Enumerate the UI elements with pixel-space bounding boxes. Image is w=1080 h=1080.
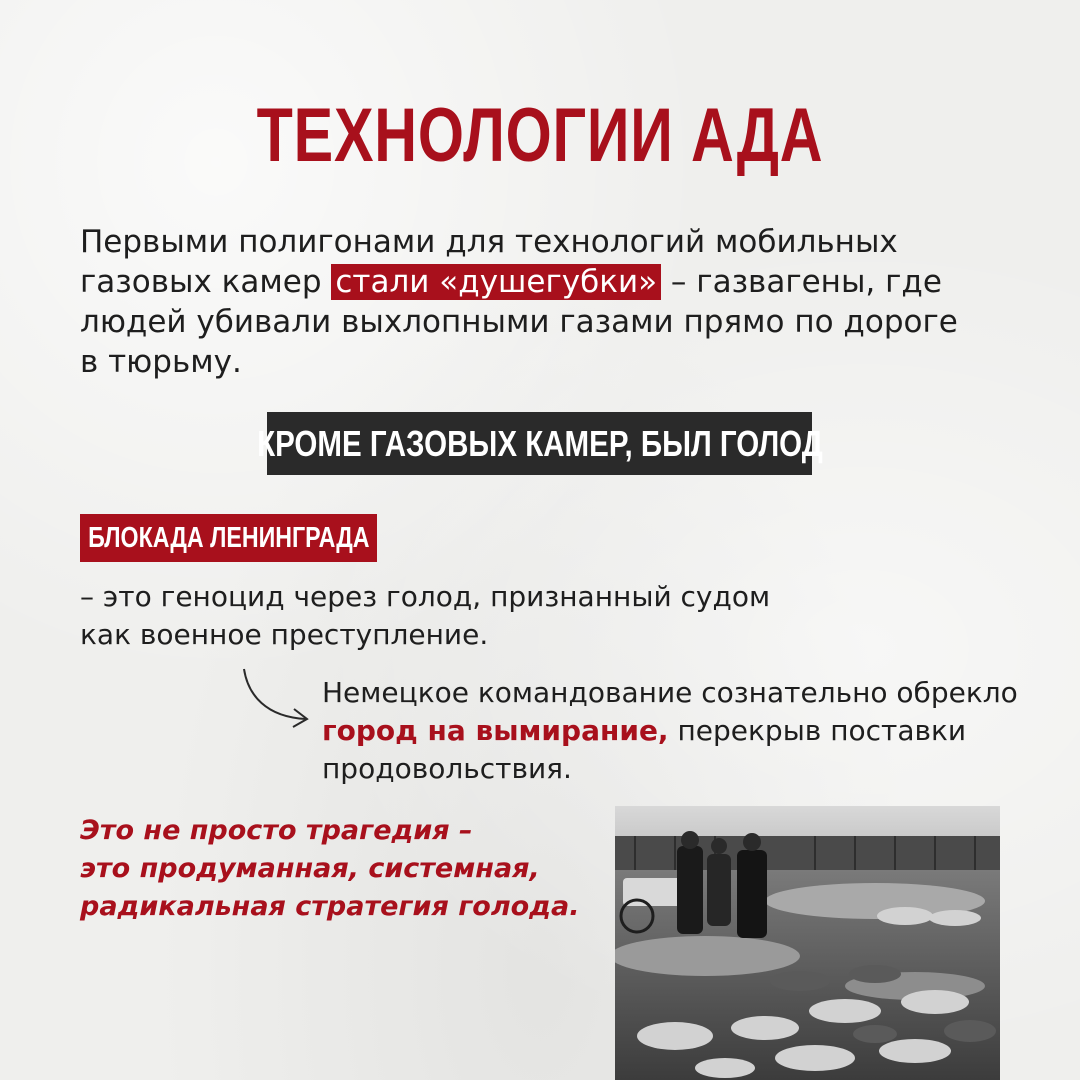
definition-text: – это геноцид через голод, признанный судом как военное преступление. <box>80 580 771 651</box>
leningrad-tag-text: БЛОКАДА ЛЕНИНГРАДА <box>87 521 370 554</box>
quote-line-1: Это не просто трагедия – <box>80 815 473 846</box>
intro-text-part2: – газвагены, где людей убивали выхлопными газами прямо по дороге в тюрьму. <box>80 264 958 380</box>
command-note <box>322 674 1022 788</box>
intro-text-part1: Первыми полигонами для технологий мобильных газовых камер <box>80 224 898 300</box>
hunger-banner <box>256 412 823 475</box>
quote-line-3: радикальная стратегия голода. <box>80 891 580 922</box>
blockade-photo-image <box>615 806 1000 1080</box>
leningrad-tag <box>80 514 377 562</box>
quote-line-2: это продуманная, системная, <box>80 853 540 884</box>
page-title: ТЕХНОЛОГИИ АДА <box>256 93 824 178</box>
tragedy-quote <box>80 812 600 926</box>
blockade-photo <box>615 806 1000 1080</box>
hunger-banner-text: КРОМЕ ГАЗОВЫХ КАМЕР, БЫЛ ГОЛОД <box>256 422 823 464</box>
intro-paragraph <box>80 222 960 382</box>
note-text-part2: перекрыв поставки продовольствия. <box>322 714 967 785</box>
note-text-part1: Немецкое командование сознательно обрекло <box>322 676 1018 709</box>
curved-arrow-icon <box>236 665 316 735</box>
note-highlight: город на вымирание, <box>322 714 669 747</box>
intro-highlight: стали «душегубки» <box>331 264 661 300</box>
